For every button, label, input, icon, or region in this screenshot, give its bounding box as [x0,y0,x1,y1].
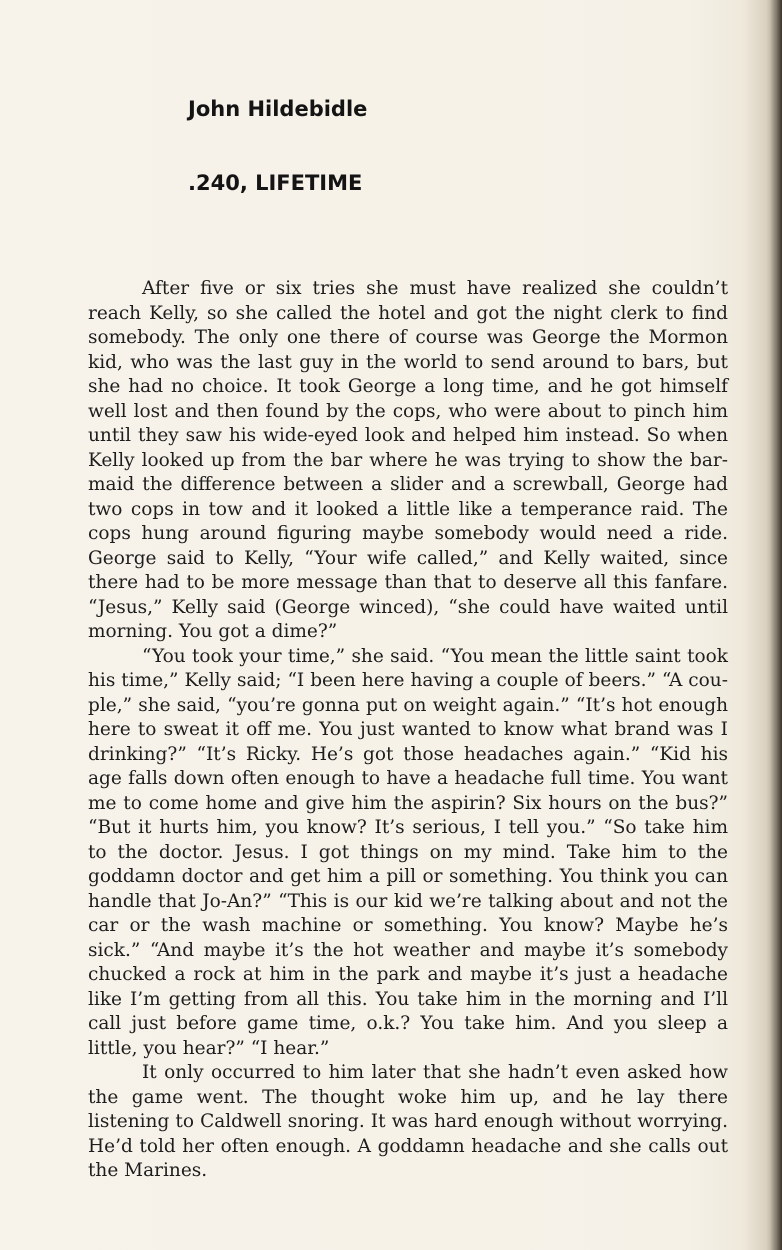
page-edge-shadow [770,0,782,1250]
author-name: John Hildebidle [188,97,368,121]
paragraph-1: After five or six tries she must have realized she couldn’t reach Kelly, so she called the hotel and got the night clerk to find somebody. The only one there of course was George the Mormon kid, who was the last guy in the world to send around to bars, but she had no choice. It took George a long time, and he got himself well lost and then found by the cops, who were about to pinch him until they saw his wide-eyed look and helped him instead. So when Kelly looked up from the bar where he was trying to show the barmaid the difference between a slider and a screwball, George had two cops in tow and it looked a little like a temperance raid. The cops hung around figuring maybe somebody would need a ride. George said to Kelly, “Your wife called,” and Kelly waited, since there had to be more message than that to deserve all this fanfare. “Jesus,” Kelly said (George winced), “she could have waited until morning. You got a dime?” [88,278,728,642]
story-title: .240, LIFETIME [188,171,363,195]
paragraph-2: “You took your time,” she said. “You mean the little saint took his time,” Kelly said; “I been here having a couple of beers.” “A couple,” she said, “you’re gonna put on weight again.” “It’s hot enough here to sweat it off me. You just wanted to know what brand was I drinking?” “It’s Ricky. He’s got those headaches again.” “Kid his age falls down often enough to have a headache full time. You want me to come home and give him the aspirin? Six hours on the bus?” “But it hurts him, you know? It’s serious, I tell you.” “So take him to the doctor. Jesus. I got things on my mind. Take him to the goddamn doctor and get him a pill or something. You think you can handle that Jo-An?” “This is our kid we’re talking about and not the car or the wash machine or something. You know? Maybe he’s sick.” “And maybe it’s the hot weather and maybe it’s somebody chucked a rock at him in the park and maybe it’s just a headache like I’m getting from all this. You take him in the morning and I’ll call just before game time, o.k.? You take him. And you sleep a little, you hear?” “I hear.” [88,645,728,1059]
story-body [88,277,728,1184]
paragraph-3: It only occurred to him later that she hadn’t even asked how the game went. The thought woke him up, and he lay there listening to Caldwell snoring. It was hard enough without worrying. He’d told her often enough. A goddamn headache and she calls out the Marines. [88,1062,728,1181]
